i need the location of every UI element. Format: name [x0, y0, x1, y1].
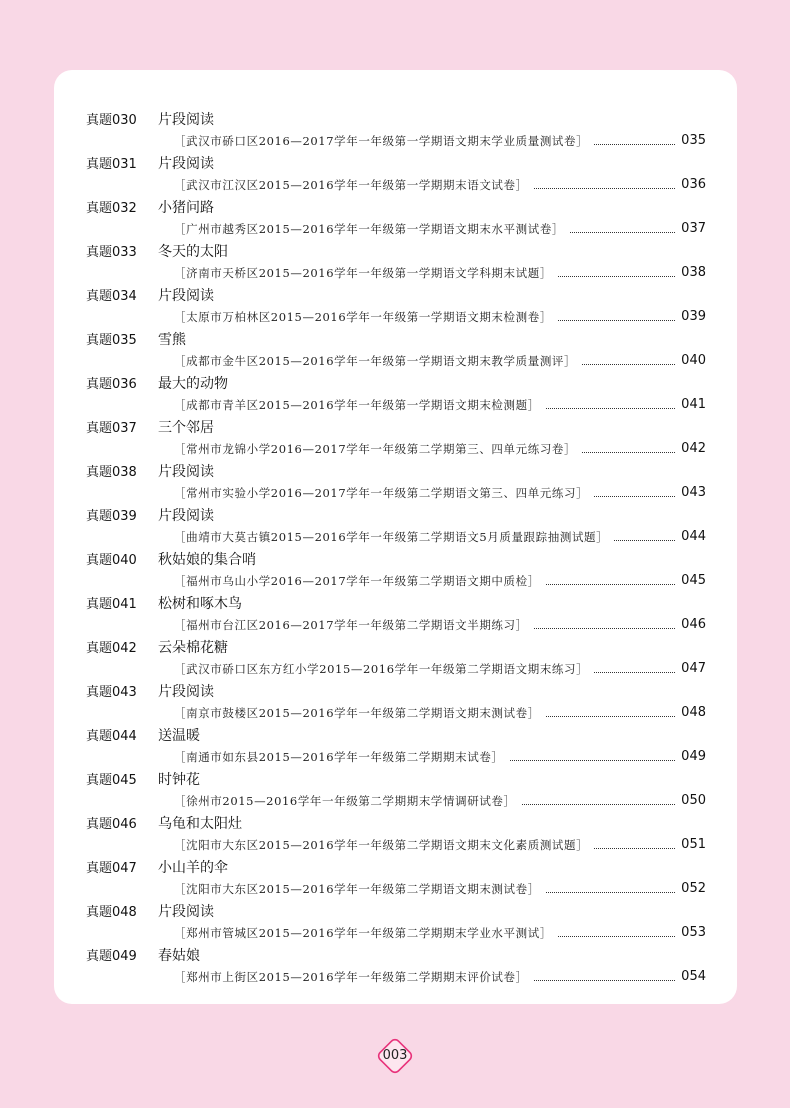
entry-number: 真题032: [86, 201, 137, 216]
entry-number: 真题039: [86, 509, 137, 524]
entry-source: ［济南市天桥区2015—2016学年一年级第一学期语文学科期末试题］: [174, 266, 552, 280]
toc-entry[interactable]: [86, 900, 706, 944]
entry-page: 051: [681, 837, 706, 852]
entry-source: ［广州市越秀区2015—2016学年一年级第一学期语文期末水平测试卷］: [174, 222, 565, 236]
toc-list: [86, 108, 706, 988]
entry-page: 041: [681, 397, 706, 412]
entry-source-line: [174, 526, 706, 548]
dot-leader: [546, 892, 675, 893]
entry-number: 真题031: [86, 157, 137, 172]
toc-entry[interactable]: [86, 856, 706, 900]
dot-leader: [594, 144, 675, 145]
entry-header: [86, 636, 228, 658]
entry-source: ［常州市龙锦小学2016—2017学年一年级第二学期第三、四单元练习卷］: [174, 442, 577, 456]
entry-page: 037: [681, 221, 706, 236]
toc-entry[interactable]: [86, 416, 706, 460]
entry-title: 秋姑娘的集合哨: [158, 552, 256, 568]
dot-leader: [582, 364, 675, 365]
toc-card: [54, 70, 737, 1004]
entry-source-line: [174, 922, 706, 944]
dot-leader: [614, 540, 675, 541]
entry-header: [86, 460, 214, 482]
toc-entry[interactable]: [86, 636, 706, 680]
entry-title: 乌龟和太阳灶: [158, 816, 242, 832]
entry-header: [86, 812, 242, 834]
dot-leader: [546, 408, 675, 409]
toc-entry[interactable]: [86, 196, 706, 240]
entry-source-line: [174, 966, 706, 988]
entry-title: 云朵棉花糖: [158, 640, 228, 656]
entry-title: 最大的动物: [158, 376, 228, 392]
entry-source-line: [174, 702, 706, 724]
entry-source: ［沈阳市大东区2015—2016学年一年级第二学期语文期末文化素质测试题］: [174, 838, 589, 852]
entry-title: 片段阅读: [158, 156, 214, 172]
entry-source-line: [174, 394, 706, 416]
entry-title: 片段阅读: [158, 684, 214, 700]
entry-header: [86, 768, 200, 790]
entry-number: 真题049: [86, 949, 137, 964]
entry-page: 043: [681, 485, 706, 500]
entry-source-line: [174, 790, 706, 812]
entry-page: 052: [681, 881, 706, 896]
dot-leader: [594, 672, 675, 673]
entry-title: 冬天的太阳: [158, 244, 228, 260]
toc-entry[interactable]: [86, 152, 706, 196]
entry-source: ［成都市金牛区2015—2016学年一年级第一学期语文期末教学质量测评］: [174, 354, 577, 368]
entry-header: [86, 328, 186, 350]
entry-title: 片段阅读: [158, 508, 214, 524]
entry-source-line: [174, 262, 706, 284]
dot-leader: [546, 584, 675, 585]
toc-entry[interactable]: [86, 944, 706, 988]
entry-source: ［南京市鼓楼区2015—2016学年一年级第二学期语文期末测试卷］: [174, 706, 540, 720]
entry-source: ［武汉市江汉区2015—2016学年一年级第一学期期末语文试卷］: [174, 178, 528, 192]
entry-page: 054: [681, 969, 706, 984]
toc-entry[interactable]: [86, 504, 706, 548]
entry-title: 小猪问路: [158, 200, 214, 216]
entry-title: 小山羊的伞: [158, 860, 228, 876]
entry-page: 036: [681, 177, 706, 192]
entry-number: 真题042: [86, 641, 137, 656]
entry-header: [86, 944, 200, 966]
entry-header: [86, 856, 228, 878]
entry-source: ［郑州市上街区2015—2016学年一年级第二学期期末评价试卷］: [174, 970, 528, 984]
entry-source-line: [174, 746, 706, 768]
entry-source: ［太原市万柏林区2015—2016学年一年级第一学期语文期末检测卷］: [174, 310, 552, 324]
entry-title: 片段阅读: [158, 464, 214, 480]
entry-title: 送温暖: [158, 728, 200, 744]
entry-number: 真题046: [86, 817, 137, 832]
entry-number: 真题034: [86, 289, 137, 304]
toc-entry[interactable]: [86, 328, 706, 372]
entry-source-line: [174, 878, 706, 900]
toc-entry[interactable]: [86, 240, 706, 284]
entry-number: 真题041: [86, 597, 137, 612]
page-number-badge: [375, 1036, 415, 1076]
entry-page: 048: [681, 705, 706, 720]
entry-number: 真题030: [86, 113, 137, 128]
toc-entry[interactable]: [86, 460, 706, 504]
entry-source: ［徐州市2015—2016学年一年级第二学期期末学情调研试卷］: [174, 794, 516, 808]
toc-entry[interactable]: [86, 284, 706, 328]
dot-leader: [558, 936, 675, 937]
entry-title: 雪熊: [158, 332, 186, 348]
toc-entry[interactable]: [86, 548, 706, 592]
entry-page: 040: [681, 353, 706, 368]
entry-source-line: [174, 570, 706, 592]
dot-leader: [558, 276, 675, 277]
dot-leader: [510, 760, 676, 761]
entry-header: [86, 416, 214, 438]
entry-source: ［福州市乌山小学2016—2017学年一年级第二学期语文期中质检］: [174, 574, 540, 588]
entry-source-line: [174, 614, 706, 636]
entry-source-line: [174, 218, 706, 240]
dot-leader: [522, 804, 676, 805]
entry-source: ［武汉市硚口区东方红小学2015—2016学年一年级第二学期语文期末练习］: [174, 662, 589, 676]
toc-entry[interactable]: [86, 768, 706, 812]
entry-source: ［福州市台江区2016—2017学年一年级第二学期语文半期练习］: [174, 618, 528, 632]
entry-header: [86, 680, 214, 702]
toc-entry[interactable]: [86, 592, 706, 636]
entry-number: 真题036: [86, 377, 137, 392]
entry-title: 春姑娘: [158, 948, 200, 964]
entry-source: ［武汉市硚口区2016—2017学年一年级第一学期语文期末学业质量测试卷］: [174, 134, 589, 148]
entry-header: [86, 372, 228, 394]
entry-title: 片段阅读: [158, 904, 214, 920]
entry-page: 038: [681, 265, 706, 280]
entry-title: 松树和啄木鸟: [158, 596, 242, 612]
dot-leader: [582, 452, 675, 453]
entry-source-line: [174, 658, 706, 680]
entry-header: [86, 196, 214, 218]
entry-page: 035: [681, 133, 706, 148]
entry-source: ［常州市实验小学2016—2017学年一年级第二学期语文第三、四单元练习］: [174, 486, 589, 500]
entry-title: 片段阅读: [158, 112, 214, 128]
entry-title: 片段阅读: [158, 288, 214, 304]
toc-entry[interactable]: [86, 812, 706, 856]
entry-source: ［沈阳市大东区2015—2016学年一年级第二学期语文期末测试卷］: [174, 882, 540, 896]
entry-number: 真题044: [86, 729, 137, 744]
entry-source: ［南通市如东县2015—2016学年一年级第二学期期末试卷］: [174, 750, 504, 764]
dot-leader: [570, 232, 675, 233]
toc-entry[interactable]: [86, 372, 706, 416]
entry-header: [86, 284, 214, 306]
entry-header: [86, 724, 200, 746]
entry-page: 046: [681, 617, 706, 632]
dot-leader: [546, 716, 675, 717]
dot-leader: [534, 628, 675, 629]
entry-header: [86, 592, 242, 614]
entry-page: 053: [681, 925, 706, 940]
dot-leader: [558, 320, 675, 321]
entry-page: 042: [681, 441, 706, 456]
dot-leader: [594, 848, 675, 849]
toc-entry[interactable]: [86, 724, 706, 768]
dot-leader: [534, 980, 675, 981]
entry-source: ［郑州市管城区2015—2016学年一年级第二学期期末学业水平测试］: [174, 926, 552, 940]
entry-page: 049: [681, 749, 706, 764]
dot-leader: [594, 496, 675, 497]
entry-header: [86, 548, 256, 570]
entry-number: 真题048: [86, 905, 137, 920]
entry-source-line: [174, 174, 706, 196]
entry-source: ［曲靖市大莫古镇2015—2016学年一年级第二学期语文5月质量跟踪抽测试题］: [174, 530, 609, 544]
entry-source-line: [174, 834, 706, 856]
entry-number: 真题040: [86, 553, 137, 568]
entry-header: [86, 900, 214, 922]
toc-entry[interactable]: [86, 108, 706, 152]
entry-number: 真题045: [86, 773, 137, 788]
toc-entry[interactable]: [86, 680, 706, 724]
entry-number: 真题033: [86, 245, 137, 260]
entry-page: 045: [681, 573, 706, 588]
entry-source-line: [174, 482, 706, 504]
entry-header: [86, 504, 214, 526]
entry-page: 050: [681, 793, 706, 808]
entry-page: 044: [681, 529, 706, 544]
page-number: 003: [382, 1048, 408, 1063]
entry-title: 时钟花: [158, 772, 200, 788]
entry-number: 真题043: [86, 685, 137, 700]
entry-source: ［成都市青羊区2015—2016学年一年级第一学期语文期末检测题］: [174, 398, 540, 412]
entry-header: [86, 240, 228, 262]
entry-source-line: [174, 130, 706, 152]
entry-number: 真题038: [86, 465, 137, 480]
entry-source-line: [174, 350, 706, 372]
entry-header: [86, 152, 214, 174]
entry-number: 真题037: [86, 421, 137, 436]
entry-page: 047: [681, 661, 706, 676]
entry-header: [86, 108, 214, 130]
dot-leader: [534, 188, 675, 189]
entry-number: 真题047: [86, 861, 137, 876]
entry-source-line: [174, 306, 706, 328]
entry-number: 真题035: [86, 333, 137, 348]
entry-title: 三个邻居: [158, 420, 214, 436]
entry-page: 039: [681, 309, 706, 324]
entry-source-line: [174, 438, 706, 460]
